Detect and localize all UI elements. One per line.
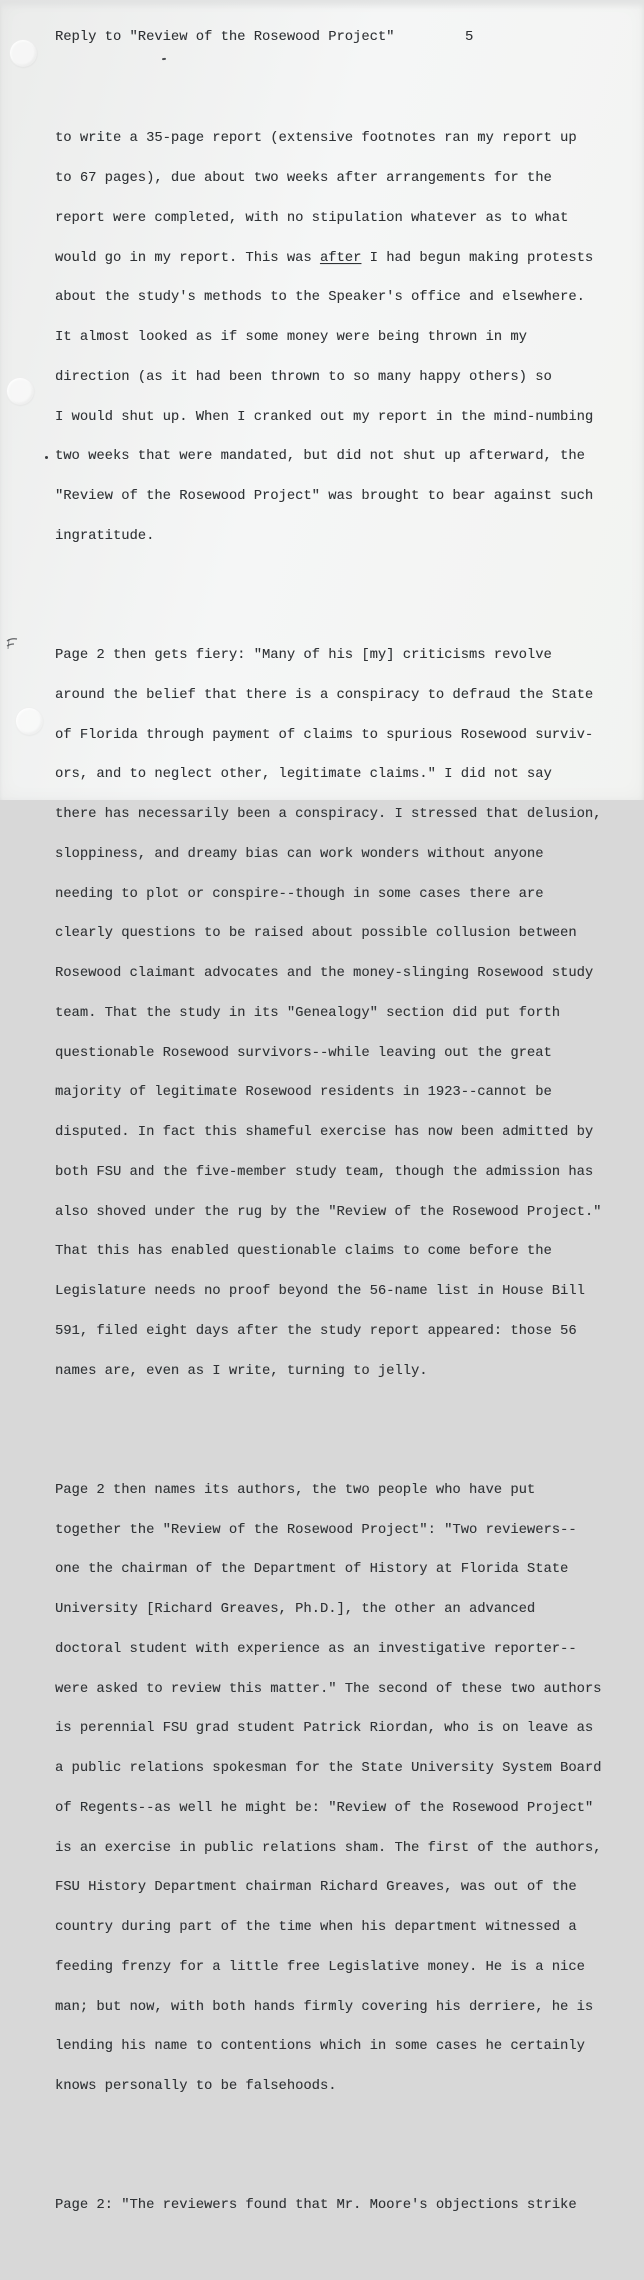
text-line: clearly questions to be raised about possible collusion between [55,926,577,942]
text-line: doctoral student with experience as an investigative reporter-- [55,1641,577,1657]
paragraph [55,2173,615,2239]
text-line: sloppiness, and dreamy bias can work wonders without anyone [55,846,544,862]
text-line: direction (as it had been thrown to so many happy others) so [55,369,552,385]
text-line: about the study's methods to the Speaker's office and elsewhere. [55,290,585,306]
text-line: around the belief that there is a conspiracy to defraud the State [55,687,594,703]
text-line: man; but now, with both hands firmly covering his derriere, he is [55,1999,594,2015]
underlined-word: after [319,250,362,266]
text-line: It almost looked as if some money were being thrown in my [55,330,527,345]
hole-punch-mark [15,707,43,735]
text-line: Rosewood claimant advocates and the money-slinging Rosewood study [55,966,594,981]
text-line: names are, even as I write, turning to jelly. [55,1363,428,1379]
text-line: were asked to review this matter." The second of these two authors [55,1681,602,1697]
text-line: also shoved under the rug by the "Review of the Rosewood Project." [55,1204,602,1220]
text-line: "Review of the Rosewood Project" was brought to bear against such [55,489,594,504]
text-line: there has necessarily been a conspiracy. I stressed that delusion, [55,807,602,822]
hole-punch-mark [6,377,34,405]
text-line: together the "Review of the Rosewood Project": "Two reviewers-- [55,1522,577,1538]
text-line: report were completed, with no stipulation whatever as to what [55,210,569,226]
margin-ink-dot [45,456,48,459]
document-body [55,66,615,2279]
paragraph [55,623,615,1405]
text-line: feeding frenzy for a little free Legislative money. He is a nice [55,1959,585,1975]
text-line: is perennial FSU grad student Patrick Riordan, who is on leave as [55,1721,594,1737]
text-line: two weeks that were mandated, but did not shut up afterward, the [55,449,585,465]
text-line: lending his name to contentions which in some cases he certainly [55,2039,585,2055]
text-line: is an exercise in public relations sham. The first of the authors, [55,1840,602,1856]
paragraph [55,106,615,570]
text-line: a public relations spokesman for the State University System Board [55,1761,602,1776]
page-number: 5 [465,30,474,45]
text-line: disputed. In fact this shameful exercise has now been admitted by [55,1125,594,1140]
text-line: needing to plot or conspire--though in some cases there are [55,886,544,902]
text-line: ingratitude. [55,528,155,544]
text-segment: I had begun making protests [361,250,594,266]
text-line: to 67 pages), due about two weeks after arrangements for the [55,171,552,186]
text-line: team. That the study in its "Genealogy" section did put forth [55,1005,561,1021]
text-line-with-underline [55,252,615,265]
text-line: That this has enabled questionable claims to come before the [55,1244,552,1260]
text-line: University [Richard Greaves, Ph.D.], the other an advanced [55,1602,536,1617]
text-line: knows personally to be falsehoods. [55,2079,337,2094]
document-title: Reply to "Review of the Rosewood Project" [55,30,395,45]
text-line: of Regents--as well he might be: "Review of the Rosewood Project" [55,1800,594,1816]
hole-punch-mark [9,39,37,67]
text-line: Page 2: "The reviewers found that Mr. Moore's objections strike [55,2198,577,2214]
text-line: ors, and to neglect other, legitimate claims." I did not say [55,767,552,783]
text-line: to write a 35-page report (extensive footnotes ran my report up [55,131,577,147]
paragraph [55,1457,615,2120]
text-segment: would go in my report. This was [55,250,320,266]
text-line: Legislature needs no proof beyond the 56-name list in House Bill [55,1284,585,1299]
text-line: majority of legitimate Rosewood residents in 1923--cannot be [55,1085,552,1101]
text-line: 591, filed eight days after the study report appeared: those 56 [55,1323,577,1339]
text-line: questionable Rosewood survivors--while leaving out the great [55,1045,552,1061]
text-line: country during part of the time when his department witnessed a [55,1920,577,1935]
text-line: both FSU and the five-member study team, though the admission has [55,1164,594,1180]
text-line: Page 2 then gets fiery: "Many of his [my] criticisms revolve [55,648,552,663]
text-line: FSU History Department chairman Richard Greaves, was out of the [55,1880,577,1896]
text-line: of Florida through payment of claims to spurious Rosewood surviv- [55,727,594,743]
pencil-margin-mark [5,635,20,657]
text-line: I would shut up. When I cranked out my report in the mind-numbing [55,409,594,425]
text-line: one the chairman of the Department of History at Florida State [55,1562,569,1578]
text-line: Page 2 then names its authors, the two people who have put [55,1482,536,1498]
